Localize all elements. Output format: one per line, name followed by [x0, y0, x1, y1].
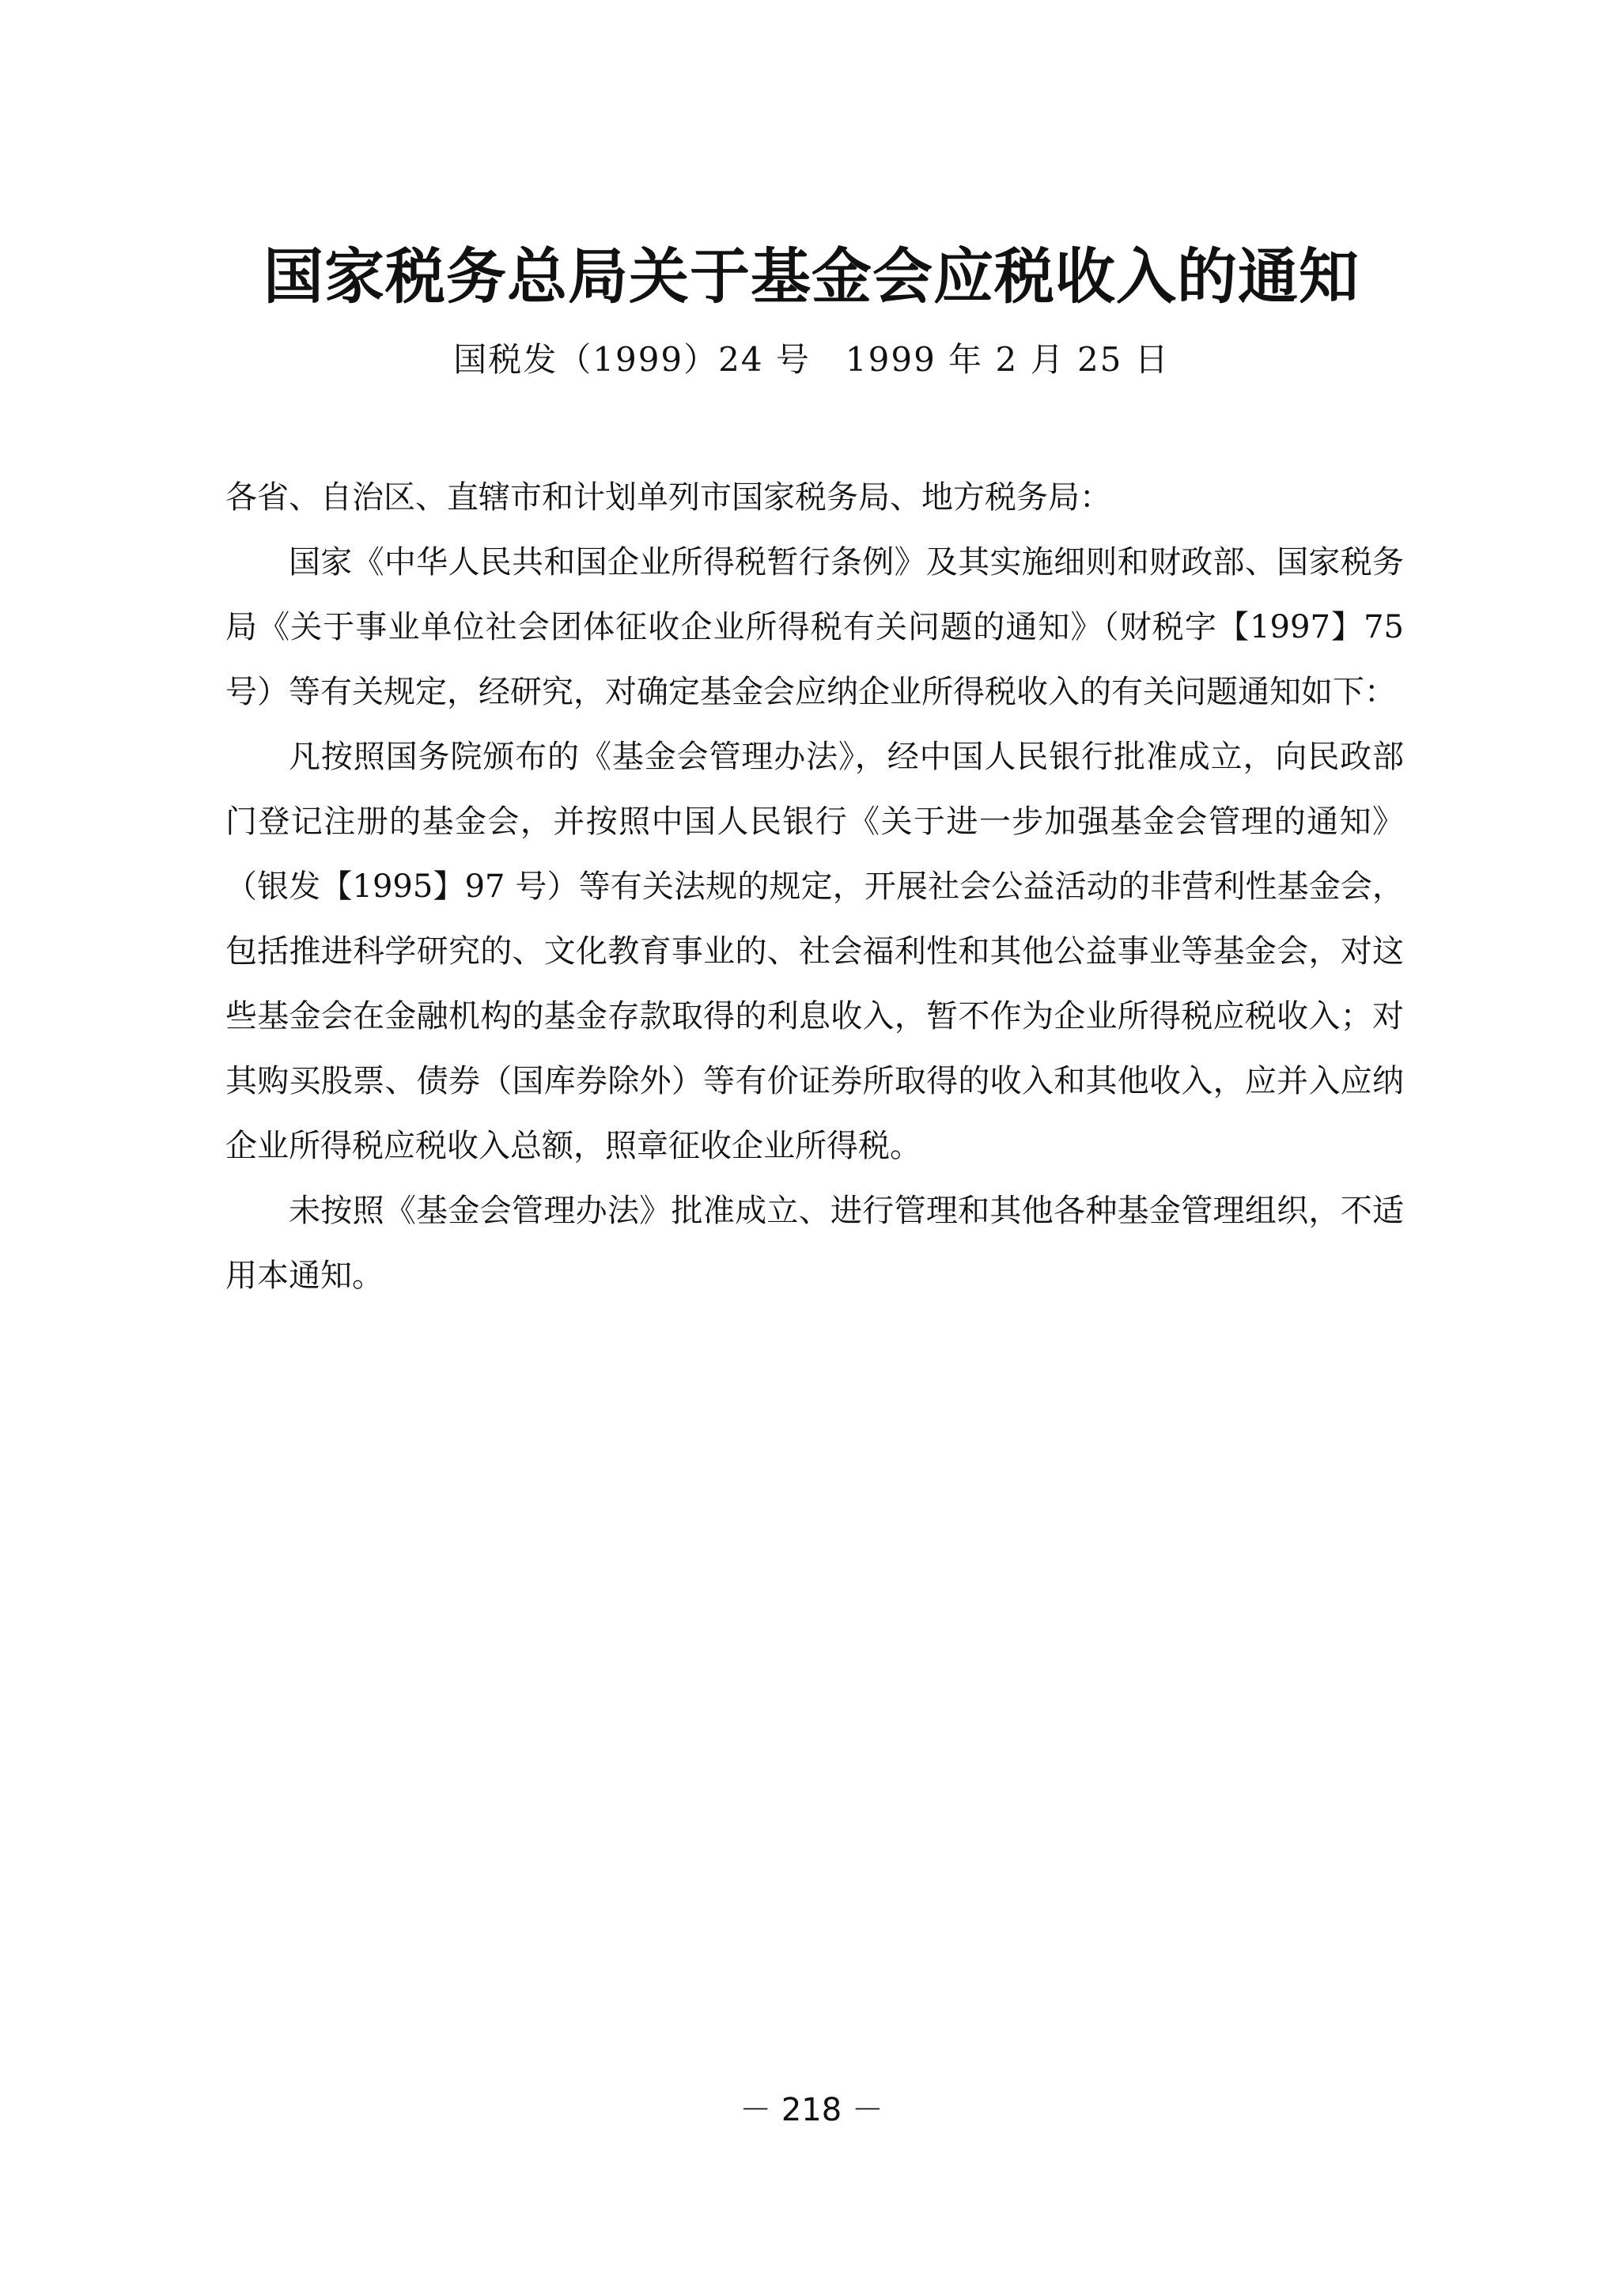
document-title: 国家税务总局关于基金会应税收入的通知: [263, 241, 1360, 312]
paragraph-3: 未按照《基金会管理办法》批准成立、进行管理和其他各种基金管理组织，不适用本通知。: [225, 1193, 1404, 1294]
document-body: [225, 465, 1404, 1308]
paragraph-2: 凡按照国务院颁布的《基金会管理办法》，经中国人民银行批准成立，向民政部门登记注册的基金会，并按照中国人民银行《关于进一步加强基金会管理的通知》（银发【1995】97 号）等有关法规的规定，开展社会公益活动的非营利性基金会，包括推进科学研究的、文化教育事业的、社会福利性和其他公益事业等基金会，对这些基金会在金融机构的基金存款取得的利息收入，暂不作为企业所得税应税收入；对其购买股票、债券（国库券除外）等有价证券所取得的收入和其他收入，应并入应纳企业所得税应税收入总额，照章征收企业所得税。: [225, 739, 1404, 1164]
salutation: 各省、自治区、直辖市和计划单列市国家税务局、地方税务局：: [225, 479, 1111, 516]
paragraph-1: 国家《中华人民共和国企业所得税暂行条例》及其实施细则和财政部、国家税务局《关于事业单位社会团体征收企业所得税有关问题的通知》（财税字【1997】75 号）等有关规定，经研究，对确定基金会应纳企业所得税收入的有关问题通知如下：: [225, 544, 1404, 710]
page-number: － 218 －: [740, 2092, 883, 2128]
document-number-date: 国税发（1999）24 号 1999 年 2 月 25 日: [453, 340, 1170, 379]
